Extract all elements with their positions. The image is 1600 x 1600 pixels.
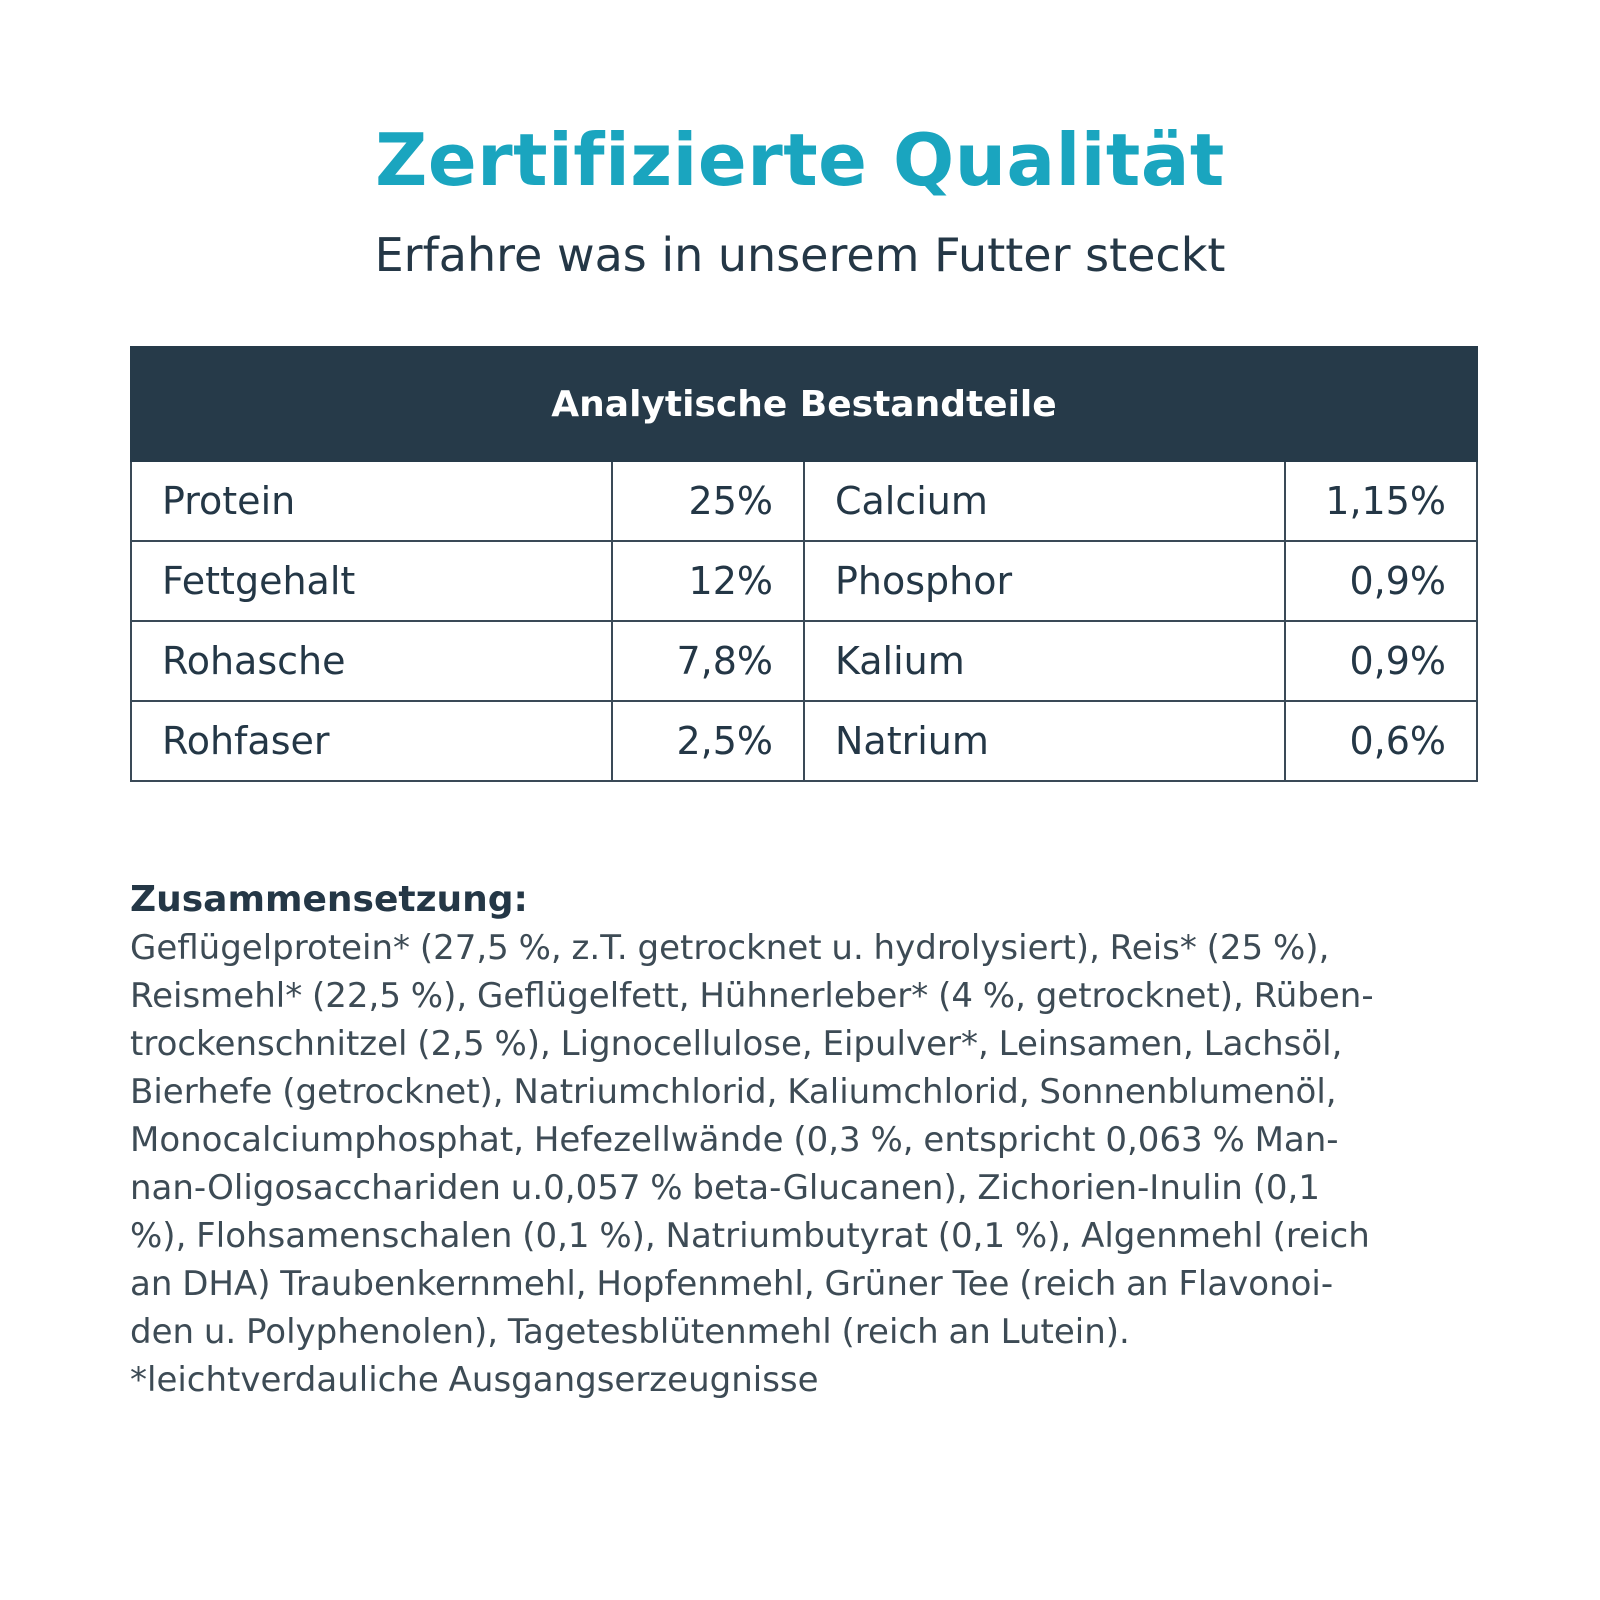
table-heading: Analytische Bestandteile: [131, 347, 1477, 461]
table-row: [131, 461, 1477, 541]
table-row: [131, 701, 1477, 781]
nutrient-value: 0,9%: [1285, 621, 1478, 701]
page-title: Zertifizierte Qualität: [375, 118, 1225, 202]
nutrient-name: Protein: [131, 461, 612, 541]
composition-line: Reismehl* (22,5 %), Geflügelfett, Hühnerleber* (4 %, getrocknet), Rüben-: [130, 976, 1374, 1016]
composition-footnote: *leichtverdauliche Ausgangserzeugnisse: [130, 1360, 819, 1400]
composition-line: %), Flohsamenschalen (0,1 %), Natriumbutyrat (0,1 %), Algenmehl (reich: [130, 1216, 1370, 1256]
analytics-table: [130, 346, 1478, 782]
nutrient-name: Rohfaser: [131, 701, 612, 781]
composition-section: [130, 876, 1490, 1404]
composition-line: trockenschnitzel (2,5 %), Lignocellulose, Eipulver*, Leinsamen, Lachsöl,: [130, 1024, 1343, 1064]
composition-line: nan-Oligosacchariden u.0,057 % beta-Glucanen), Zichorien-Inulin (0,1: [130, 1168, 1320, 1208]
nutrient-name: Rohasche: [131, 621, 612, 701]
nutrient-name: Phosphor: [804, 541, 1285, 621]
composition-heading: Zusammensetzung:: [130, 879, 528, 920]
table-row: [131, 621, 1477, 701]
nutrient-value: 0,6%: [1285, 701, 1478, 781]
nutrient-value: 7,8%: [612, 621, 804, 701]
nutrient-value: 0,9%: [1285, 541, 1478, 621]
nutrient-value: 12%: [612, 541, 804, 621]
composition-text: [130, 924, 1490, 1404]
table-row: [131, 541, 1477, 621]
nutrient-value: 25%: [612, 461, 804, 541]
composition-line: Monocalciumphosphat, Hefezellwände (0,3 %, entspricht 0,063 % Man-: [130, 1120, 1339, 1160]
composition-line: Geflügelprotein* (27,5 %, z.T. getrocknet u. hydrolysiert), Reis* (25 %),: [130, 928, 1330, 968]
composition-line: an DHA) Traubenkernmehl, Hopfenmehl, Grüner Tee (reich an Flavonoi-: [130, 1264, 1334, 1304]
nutrient-name: Calcium: [804, 461, 1285, 541]
nutrient-name: Natrium: [804, 701, 1285, 781]
analytics-table-container: [130, 346, 1478, 782]
page-subtitle: Erfahre was in unserem Futter steckt: [374, 228, 1226, 282]
composition-line: den u. Polyphenolen), Tagetesblütenmehl (reich an Lutein).: [130, 1312, 1130, 1352]
nutrient-name: Kalium: [804, 621, 1285, 701]
nutrient-value: 2,5%: [612, 701, 804, 781]
nutrient-name: Fettgehalt: [131, 541, 612, 621]
nutrient-value: 1,15%: [1285, 461, 1478, 541]
composition-line: Bierhefe (getrocknet), Natriumchlorid, Kaliumchlorid, Sonnenblumenöl,: [130, 1072, 1337, 1112]
